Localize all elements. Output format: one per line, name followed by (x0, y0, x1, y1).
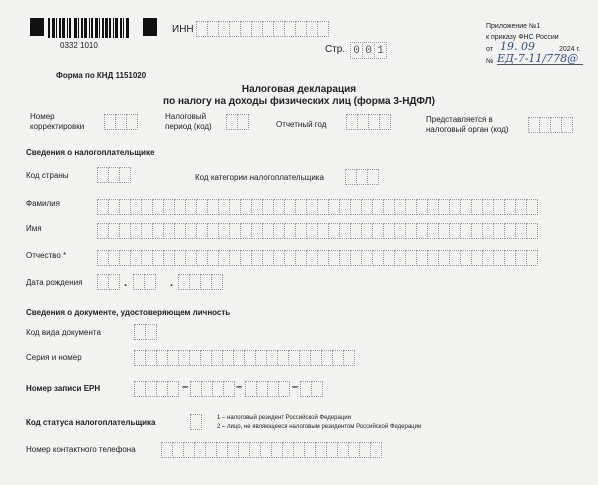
ern-dash: – (236, 381, 243, 393)
status-field[interactable] (190, 414, 201, 430)
status-option-2: 2 – лицо, не являющееся налоговым резидентом Российской Федерации (217, 424, 422, 430)
date-separator: . (124, 277, 128, 289)
category-code-label: Код категории налогоплательщика (195, 173, 324, 182)
phone-label: Номер контактного телефона (26, 445, 136, 454)
correction-number-field[interactable] (104, 114, 137, 130)
authority-label-line1: Представляется в (426, 115, 493, 124)
birth-day-field[interactable] (97, 274, 119, 290)
ern-dash: – (182, 381, 189, 393)
birth-year-field[interactable] (178, 274, 222, 290)
doc-type-field[interactable] (134, 324, 156, 340)
series-number-field[interactable] (134, 350, 354, 366)
approval-date: 19. 09 (500, 40, 535, 53)
form-title-line1: Налоговая декларация (241, 84, 357, 95)
corner-mark-left (30, 18, 44, 36)
ern-part2-field[interactable] (190, 381, 234, 397)
period-label-line1: Налоговый (165, 112, 207, 121)
country-code-label: Код страны (26, 171, 69, 180)
doc-type-label: Код вида документа (26, 328, 101, 337)
date-separator: . (170, 277, 174, 289)
ern-dash: – (292, 381, 299, 393)
corner-mark-right (143, 18, 157, 36)
identity-section-title: Сведения о документе, удостоверяющем личность (26, 308, 231, 317)
approval-year: 2024 г. (559, 46, 581, 53)
char-cell (317, 21, 329, 37)
page-number-field[interactable] (350, 42, 386, 58)
surname-label: Фамилия (26, 199, 60, 208)
approval-line2: к приказу ФНС России (486, 34, 559, 41)
barcode-number: 0332 1010 (60, 41, 98, 50)
ern-part3-field[interactable] (245, 381, 289, 397)
name-field[interactable] (97, 223, 537, 239)
page-digit: 1 (374, 42, 387, 59)
inn-field[interactable] (196, 21, 328, 37)
char-cell (526, 199, 538, 215)
taxpayer-section-title: Сведения о налогоплательщике (26, 148, 155, 157)
tax-authority-field[interactable] (528, 117, 572, 133)
char-cell (526, 223, 538, 239)
approval-number: ЕД-7-11/778@ (497, 52, 579, 65)
ern-label: Номер записи ЕРН (26, 384, 101, 393)
surname-field[interactable] (97, 199, 537, 215)
page-digit: 0 (350, 42, 363, 59)
char-cell (343, 350, 355, 366)
tax-period-field[interactable] (226, 114, 248, 130)
char-cell (526, 250, 538, 266)
status-label: Код статуса налогоплательщика (26, 418, 156, 427)
country-code-field[interactable] (97, 167, 130, 183)
page-label: Стр. (325, 44, 346, 55)
barcode (48, 18, 129, 38)
form-code: Форма по КНД 1151020 (56, 71, 147, 80)
series-number-label: Серия и номер (26, 353, 82, 362)
category-code-field[interactable] (345, 169, 378, 185)
report-year-field[interactable] (346, 114, 390, 130)
inn-label: ИНН (172, 24, 194, 35)
char-cell (370, 442, 382, 458)
authority-label-line2: налоговый орган (код) (426, 125, 509, 134)
correction-label-line1: Номер (30, 112, 55, 121)
page-digit: 0 (362, 42, 375, 59)
year-label: Отчетный год (276, 120, 327, 129)
period-label-line2: период (код) (165, 122, 212, 131)
form-title-line2: по налогу на доходы физических лиц (форма 3-НДФЛ) (163, 96, 435, 107)
correction-label-line2: корректировки (30, 122, 85, 131)
approval-date-prefix: от (486, 46, 493, 53)
birth-month-field[interactable] (133, 274, 155, 290)
status-option-1: 1 – налоговый резидент Российской Федерации (217, 415, 351, 421)
ern-part4-field[interactable] (300, 381, 322, 397)
phone-field[interactable] (161, 442, 381, 458)
birth-date-label: Дата рождения (26, 278, 83, 287)
approval-line1: Приложение №1 (486, 23, 541, 30)
patronymic-label: Отчество * (26, 251, 67, 260)
approval-number-prefix: № (486, 58, 494, 65)
approval-underline (497, 53, 583, 65)
name-label: Имя (26, 224, 42, 233)
ern-part1-field[interactable] (134, 381, 178, 397)
patronymic-field[interactable] (97, 250, 537, 266)
